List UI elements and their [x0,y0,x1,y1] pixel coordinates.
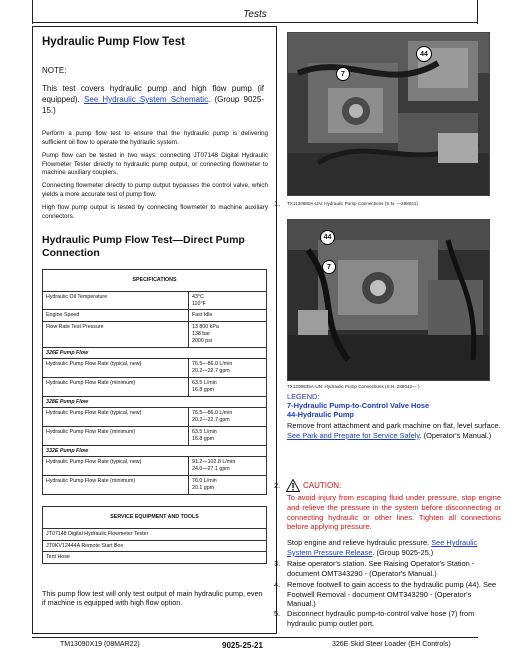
specs-header-row [43,270,267,292]
step-2-text [287,538,501,557]
table-section-row [43,445,267,457]
paragraph-two-ways: Pump flow can be tested in two ways: connecting JT07148 Digital Hydraulic Flowmeter Tester directly to hydraulic pump output, or connecting flowmeter to machine auxiliary couplers. [42,152,268,177]
caution-text: To avoid injury from escaping fluid under pressure, stop engine and relieve the pressure in the system before disconnecting or connecting hydraulic or other lines. Tighten all connections before applying pressure. [287,493,501,532]
specifications-table [42,269,267,495]
page-title: Hydraulic Pump Flow Test [42,36,185,48]
schematic-link[interactable]: See Hydraulic System Schematic [83,95,209,104]
step-4-text: Remove footwell to gain access to the hydraulic pump (44). See Footwell Removal - document OMT343290 - (Operator's Manual.) [287,580,497,609]
spec-section-name: 332E Pump Flow [43,445,267,457]
footer-page-number: 9025-25-21 [222,641,263,650]
table-row [43,552,267,564]
spec-value: 91.2—102.8 L/min 24.0—27.1 gpm [189,457,267,476]
table-row [43,540,267,552]
legend-item-44: 44-Hydraulic Pump [287,410,354,419]
table-section-row [43,347,267,359]
step-4-number: 4. [274,580,281,589]
header-title: Tests [243,9,267,20]
step-1-text-post: . (Operator's Manual.) [419,430,492,440]
spec-label: Hydraulic Pump Flow Rate (typical, new) [43,408,189,427]
tool-item: JT0KV12444A Remote Start Box [43,540,267,552]
step-5-text: Disconnect hydraulic pump-to-control valve hose (7) from hydraulic pump outlet port. [287,609,475,628]
callout-7-photo1: 7 [336,67,350,81]
table-row [43,457,267,476]
table-row [43,291,267,310]
tools-header-row [43,507,267,529]
table-row [43,322,267,347]
caution-label: CAUTION: [303,480,342,490]
tools-heading: SERVICE EQUIPMENT AND TOOLS [43,507,267,529]
tool-item: JT07148 Digital Hydraulic Flowmeter Tester [43,528,267,540]
table-row [43,359,267,378]
spec-label: Flow Rate Test Pressure [43,322,189,347]
service-tools-table [42,506,267,564]
spec-value: 76.5—86.0 L/min 20.2—22.7 gpm [189,359,267,378]
table-row [43,310,267,322]
pump-photo-early-sn [287,32,490,196]
step-3-text: Raise operator's station. See Raising Operator's Station - document OMT343290 - (Operator's Manual.) [287,559,475,578]
spec-section-name: 326E Pump Flow [43,347,267,359]
pressure-release-link[interactable]: See Hydraulic System Pressure Release [287,538,478,557]
step-2-text-pre: Stop engine and relieve hydraulic pressure. [287,538,430,547]
spec-value: 63.5 L/min 16.8 gpm [189,377,267,396]
spec-value: 63.5 L/min 16.8 gpm [189,426,267,445]
footer-rule [32,637,478,638]
note-label: NOTE: [42,66,67,75]
section-title-direct-pump: Hydraulic Pump Flow Test—Direct Pump Connection [42,234,245,259]
spec-value: 76.0 L/min 20.1 gpm [189,475,267,494]
spec-value: 13 800 kPa 138 bar 2000 psi [189,322,267,347]
note-text-post: . (Group 9025-15.) [42,95,264,115]
spec-label: Hydraulic Pump Flow Rate (minimum) [43,426,189,445]
left-column [32,26,277,634]
table-row [43,528,267,540]
pump-photo-late-sn [287,219,490,381]
legend-item-7: 7-Hydraulic Pump-to-Control Valve Hose [287,401,430,410]
spec-label: Hydraulic Pump Flow Rate (minimum) [43,475,189,494]
pump-photo-late-sn-image [288,220,490,381]
specs-heading: SPECIFICATIONS [43,270,267,292]
warning-triangle-icon [286,479,300,492]
paragraph-bypass: Connecting flowmeter directly to pump output bypasses the control valve, which yields a more accurate test of pump flow. [42,182,268,198]
legend [287,392,501,419]
step-5-number: 5. [274,609,281,618]
footer-model: 326E Skid Steer Loader (EH Controls) [332,641,451,648]
header-rule [32,22,478,23]
legend-title: LEGEND: [287,392,320,401]
table-row [43,426,267,445]
spec-value: 43°C 110°F [189,291,267,310]
paragraph-perform: Perform a pump flow test to ensure that the hydraulic pump is delivering sufficient oil flow to operate the hydraulic system. [42,130,268,146]
callout-44-photo1: 44 [416,46,432,62]
spec-section-name: 328E Pump Flow [43,396,267,408]
step-1-number: 1. [274,199,281,208]
note-text-pre: This test covers hydraulic pump and high flow pump (if equipped). [42,84,264,104]
spec-value: Fast Idle [189,310,267,322]
note-text [42,83,264,116]
step-2-number: 2. [274,481,281,490]
photo2-caption: TX1208635A-UN: Hydraulic Pump Connections (S.N. 288042— ) [287,384,420,389]
footer-doc-id: TM13090X19 (08MAR22) [60,641,140,648]
photo1-caption: TX1130680A-UN: Hydraulic Pump Connections (S.N. —288041) [287,201,418,206]
step-1-text-pre: Remove front attachment and park machine on flat, level surface. [287,421,501,430]
spec-value: 76.5—86.0 L/min 20.2—22.7 gpm [189,408,267,427]
step-3-number: 3. [274,559,281,568]
spec-label: Hydraulic Oil Temperature [43,291,189,310]
spec-label: Hydraulic Pump Flow Rate (typical, new) [43,457,189,476]
step-1-text [287,421,501,440]
caution-heading [286,478,341,492]
tool-item: Tent Hose [43,552,267,564]
callout-7-photo2: 7 [322,260,336,274]
paragraph-high-flow: High flow pump output is tested by connecting flowmeter to machine auxiliary connectors. [42,204,268,220]
spec-label: Engine Speed [43,310,189,322]
table-row [43,377,267,396]
callout-44-photo2: 44 [320,230,335,245]
pump-photo-early-sn-image [288,33,490,196]
endnote-text: This pump flow test will only test output of main hydraulic pump, even if machine is equipped with high flow option. [42,589,263,608]
table-section-row [43,396,267,408]
step-2-text-post: . (Group 9025-25.) [372,547,434,557]
spec-label: Hydraulic Pump Flow Rate (typical, new) [43,359,189,378]
table-row [43,408,267,427]
page-header [0,0,510,24]
spec-label: Hydraulic Pump Flow Rate (minimum) [43,377,189,396]
table-row [43,475,267,494]
park-prepare-link[interactable]: See Park and Prepare for Service Safely [287,430,420,440]
